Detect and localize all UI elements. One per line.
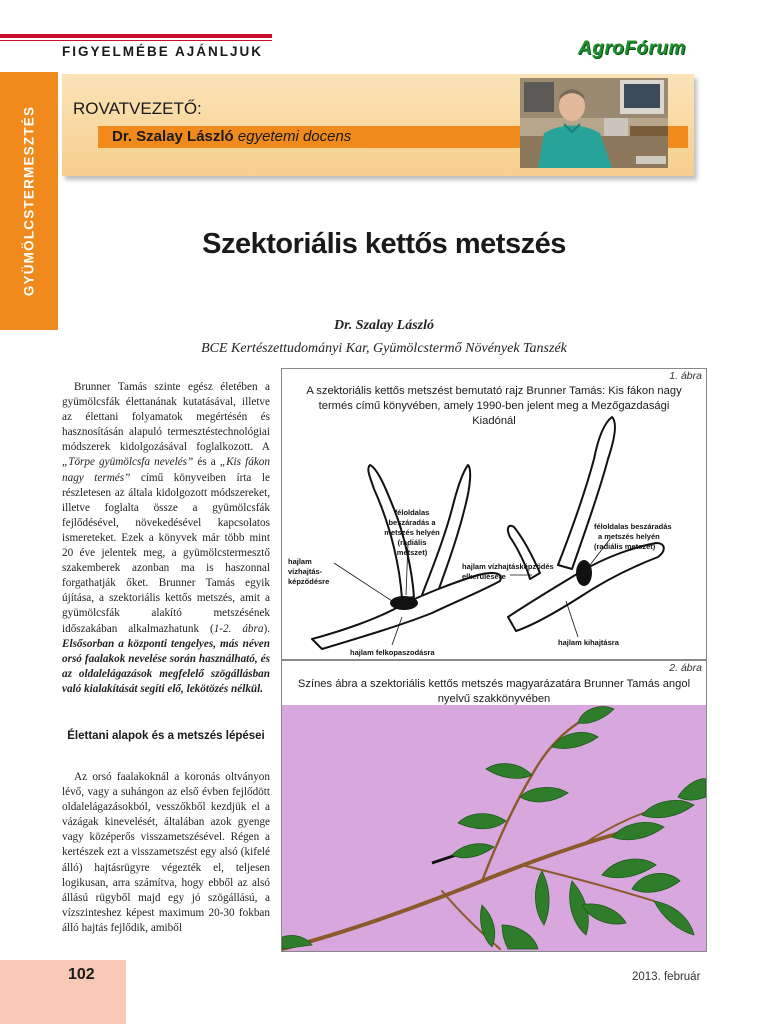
para1-text-a: Brunner Tamás szinte egész életében a gyümölcsfák élettanának kutatásával, illetve az élettani folyamatok megértésén és hasznosításán alapuló termesztéstechnológiai módszerek kidolgozásával foglalkozott. A [62,381,270,454]
label-avoid-2: elkerülésére [462,572,506,581]
label-left-cut-4: (radiális [397,538,427,547]
para2-text: Az orsó faalakoknál a koronás oltványon lévő, vagy a suhángon az első évben fejlődött oldalelágazásokból, vesszőkből kezdjük el a vázágak kinevelését, általában azok gyenge vagy középerős visszametszésével. Régen a kertészek ezt a visszametszést egy alsó (kifelé álló) hajtásrügyre végezték el, teljesen logikusan, arra számítva, hogy ebből az alsó állású rügyből majd egy jó szögállású, a vízszinteshez képest maximum 20-30 fokban álló hajtás fejlődik, amiből [62,771,270,934]
emphasis-text: Elsősorban a központi tengelyes, más néven orsó faalakok nevelése során használható, és az oldalelágazások megfelelő szögállásban való kialakítását segíti elő, lekötözés nélkül. [62,637,270,695]
figure-2 [281,660,707,952]
label-left-cut-2: beszáradás a [388,518,436,527]
page-number: 102 [68,966,95,983]
figure-1-number: 1. ábra [669,370,702,382]
brand-logo: AgroFórum [578,38,686,59]
label-water-3: képződésre [288,577,330,586]
figure-1 [281,368,707,660]
figure-reference: 1-2. ábra [213,622,264,635]
label-left-cut-1: féloldalas [394,508,430,517]
body-paragraph-1 [62,380,270,697]
article-author: Dr. Szalay László [334,318,434,333]
editor-photo [520,78,668,168]
label-bald: hajlam felkopaszodásra [350,648,435,657]
article-affiliation: BCE Kertészettudományi Kar, Gyümölcstermő Növények Tanszék [201,341,567,356]
section-subheading: Élettani alapok és a metszés lépései [67,730,265,742]
figure-2-caption: Színes ábra a szektoriális kettős metszés magyarázatára Brunner Tamás angol nyelvű szakkönyvében [297,678,691,705]
right-cut-scar [576,560,592,586]
footer-page-box [0,960,126,1024]
para1-text-d: ). [263,622,270,635]
body-paragraph-2 [62,770,270,936]
label-water-1: hajlam [288,557,312,566]
left-cut-scar [390,596,418,610]
para1-text-b: és a [193,456,220,469]
label-avoid-1: hajlam vízhajtásképződés [462,562,554,571]
article-title: Szektoriális kettős metszés [202,228,566,260]
top-red-rule [0,34,272,38]
figure-2-number: 2. ábra [669,662,702,674]
label-sprout: hajlam kihajtásra [558,638,619,647]
plant-photo [282,705,706,951]
label-left-cut-5: metszet) [396,548,428,557]
side-tab-label: GYÜMÖLCSTERMESZTÉS [21,105,37,297]
editor-name: Dr. Szalay László [112,128,234,145]
editor-title: egyetemi docens [237,128,352,145]
section-label: FIGYELMÉBE AJÁNLJUK [62,44,264,59]
label-water-2: vízhajtás- [288,567,323,576]
issue-date: 2013. február [632,971,701,983]
label-right-cut-2: a metszés helyén [598,532,660,541]
para1-text-c: című könyveiben írta le részletesen az általa kidolgozott módszereket, illetve foglalta össze a gyümölcsfák fejlődésével, növekedésével kapcsolatos ismereteket. Ezek a könyvek már több mint 20 éve jelentek meg, a gyümölcstermesztő szakemberek azonban ma is haszonnal forgathatják őket. Brunner Tamás egyik újítása, a szektoriális kettős metszés, amit a gyümölcsfák alakító metszésének időszakában alkalmazhatunk ( [62,471,270,635]
book-title-1: „Törpe gyümölcsfa nevelés” [62,456,194,469]
top-red-rule-thin [0,40,272,41]
column-editor-label: ROVATVEZETŐ: [73,99,202,118]
label-right-cut-1: féloldalas beszáradás [594,522,672,531]
book-title-2: „Kis fákon nagy termés” [62,456,270,484]
pruning-drawing [282,369,706,659]
label-right-cut-3: (radiális metszet) [594,542,656,551]
right-shoot-small [508,526,540,579]
editor-line [112,128,351,145]
figure-1-caption: A szektoriális kettős metszést bemutató rajz Brunner Tamás: Kis fákon nagy termés című könyvében, amely 1990-ben jelent meg a Mezőgazdasági Kiadónál [306,385,682,427]
label-left-cut-3: metszés helyén [384,528,440,537]
